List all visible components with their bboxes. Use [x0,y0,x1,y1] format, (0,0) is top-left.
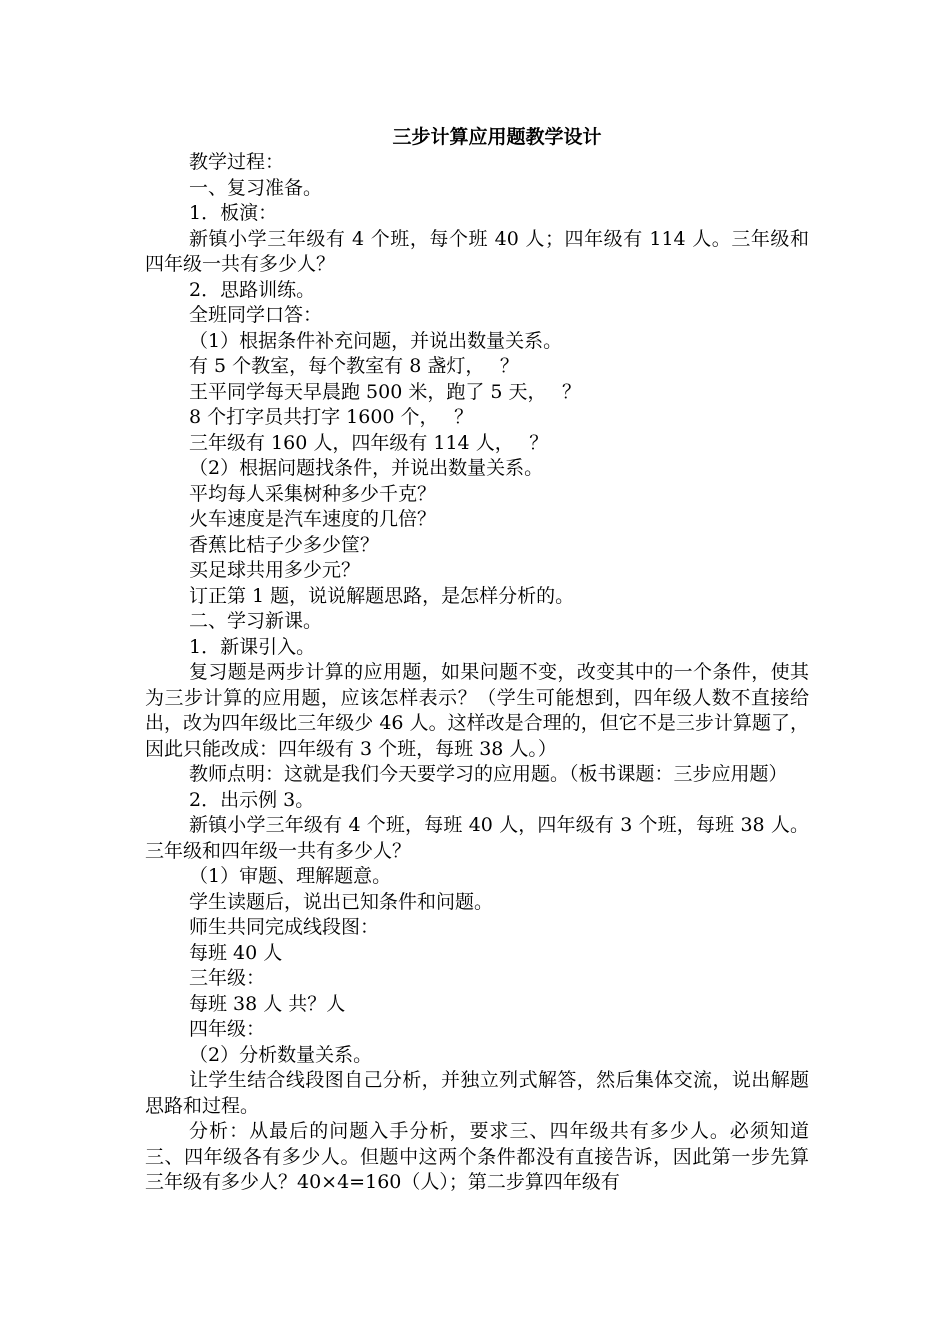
paragraph: 师生共同完成线段图： [189,916,380,938]
paragraph: 1．板演： [189,202,278,224]
paragraph: （2）分析数量关系。 [189,1043,373,1066]
paragraph: 四年级： [189,1018,266,1040]
paragraph: 订正第 1 题，说说解题思路，是怎样分析的。 [189,584,575,607]
paragraph: 每班 40 人 [189,941,283,964]
paragraph: 一、复习准备。 [189,176,323,199]
paragraph: 学生读题后，说出已知条件和问题。 [189,890,494,913]
paragraph: （2）根据问题找条件，并说出数量关系。 [189,457,544,479]
paragraph: 让学生结合线段图自己分析，并独立列式解答，然后集体交流，说出解题思路和过程。 [145,1069,809,1117]
paragraph: 全班同学口答： [189,304,323,326]
paragraph: 8 个打字员共打字 1600 个， ？ [189,406,474,428]
paragraph: 火车速度是汽车速度的几倍？ [189,508,437,530]
paragraph: 2．思路训练。 [189,278,316,301]
paragraph: 买足球共用多少元？ [189,559,361,581]
document-title: 三步计算应用题教学设计 [392,126,602,148]
paragraph: 三年级有 160 人，四年级有 114 人， ？ [189,431,549,454]
paragraph: 复习题是两步计算的应用题，如果问题不变，改变其中的一个条件，使其为三步计算的应用题，应该怎样表示？（学生可能想到，四年级人数不直接给出，改为四年级比三年级少 46 人。这样改是合理的，但它不是三步计算题了，因此只能改成：四年级有 3 个班，每班 38 人。） [145,661,809,760]
paragraph: 新镇小学三年级有 4 个班，每班 40 人，四年级有 3 个班，每班 38 人。三年级和四年级一共有多少人？ [145,814,809,862]
document-page [145,124,809,1196]
paragraph: 1．新课引入。 [189,635,316,658]
paragraph: 有 5 个教室，每个教室有 8 盏灯， ？ [189,355,519,377]
paragraph: 每班 38 人 共？人 [189,992,346,1015]
paragraph: 香蕉比桔子少多少筐？ [189,533,380,556]
document-body [145,150,809,1196]
paragraph: 三年级： [189,967,266,989]
paragraph: 王平同学每天早晨跑 500 米，跑了 5 天， ？ [189,380,582,403]
paragraph: 新镇小学三年级有 4 个班，每个班 40 人；四年级有 114 人。三年级和四年级一共有多少人？ [145,227,809,275]
paragraph: 二、学习新课。 [189,610,323,632]
paragraph: 2．出示例 3。 [189,788,315,811]
paragraph: 教学过程： [189,151,285,173]
paragraph: （1）审题、理解题意。 [189,865,392,887]
paragraph: （1）根据条件补充问题，并说出数量关系。 [189,329,563,352]
paragraph: 平均每人采集树种多少千克？ [189,482,437,505]
paragraph: 分析：从最后的问题入手分析，要求三、四年级共有多少人。必须知道三、四年级各有多少人。但题中这两个条件都没有直接告诉，因此第一步先算三年级有多少人？40×4=160（人）；第二步算四年级有 [145,1120,809,1193]
paragraph: 教师点明：这就是我们今天要学习的应用题。（板书课题：三步应用题） [189,763,788,785]
